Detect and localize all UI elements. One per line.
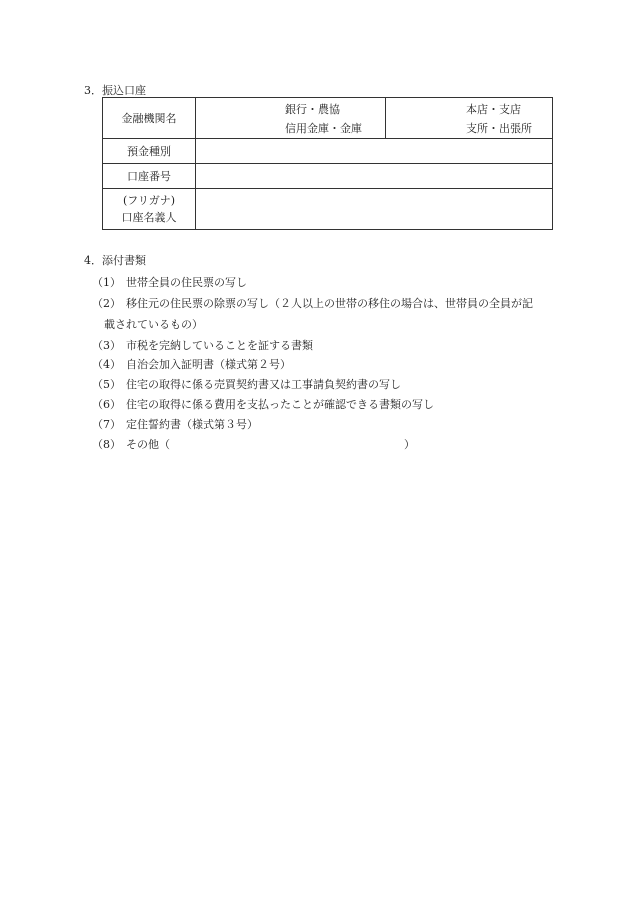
attachment-num: （6）	[92, 398, 121, 411]
attachment-text: 住宅の取得に係る費用を支払ったことが確認できる書類の写し	[126, 398, 434, 411]
bank-account-table	[102, 97, 553, 230]
institution-row	[103, 98, 553, 139]
account-number-label: 口座番号	[103, 164, 196, 189]
attachment-num: （1）	[92, 276, 121, 289]
deposit-type-row	[103, 139, 553, 164]
attachment-item-5	[92, 376, 401, 392]
attachment-num: （4）	[92, 358, 121, 371]
attachment-text: 世帯全員の住民票の写し	[126, 276, 247, 289]
attachment-num: （3）	[92, 339, 121, 352]
attachment-num: （7）	[92, 418, 121, 431]
section-4-title: 4．添付書類	[84, 254, 146, 267]
institution-label: 金融機関名	[103, 98, 196, 139]
attachment-item-1	[92, 274, 247, 290]
attachment-item-8	[92, 436, 170, 452]
institution-type-cell[interactable]	[196, 98, 386, 138]
deposit-type-label: 預金種別	[103, 139, 196, 164]
holder-row	[103, 189, 553, 230]
attachment-text: その他（	[126, 438, 170, 451]
branch-type-line1: 本店・支店	[466, 103, 521, 116]
attachment-item-2-continuation: 載されているもの）	[104, 318, 203, 331]
section-3-title: 3．振込口座	[84, 84, 146, 97]
institution-type-line2: 信用金庫・金庫	[285, 122, 362, 135]
other-close-paren: ）	[404, 438, 415, 451]
attachment-item-6	[92, 396, 434, 412]
attachment-text: 市税を完納していることを証する書類	[126, 339, 313, 352]
account-number-row	[103, 164, 553, 189]
holder-label	[103, 189, 196, 230]
institution-type-line1: 銀行・農協	[285, 103, 340, 116]
attachment-item-7	[92, 416, 258, 432]
attachment-text: 定住誓約書（様式第３号）	[126, 418, 258, 431]
attachment-text: 自治会加入証明書（様式第２号）	[126, 358, 291, 371]
branch-type-line2: 支所・出張所	[466, 122, 532, 135]
holder-label-name: 口座名義人	[121, 211, 177, 224]
branch-type-cell[interactable]	[386, 98, 552, 138]
account-number-field[interactable]	[196, 164, 553, 189]
holder-field[interactable]	[196, 189, 553, 230]
attachment-item-3	[92, 337, 313, 353]
attachment-item-4	[92, 356, 291, 372]
attachment-num: （2）	[92, 297, 121, 310]
attachment-num: （8）	[92, 438, 121, 451]
attachment-item-2	[92, 295, 533, 311]
institution-field[interactable]	[196, 98, 553, 139]
attachment-num: （5）	[92, 378, 121, 391]
attachment-text: 移住元の住民票の除票の写し（２人以上の世帯の移住の場合は、世帯員の全員が記	[126, 297, 533, 310]
holder-label-furigana: (フリガナ)	[122, 194, 176, 207]
deposit-type-field[interactable]	[196, 139, 553, 164]
attachment-text: 住宅の取得に係る売買契約書又は工事請負契約書の写し	[126, 378, 401, 391]
